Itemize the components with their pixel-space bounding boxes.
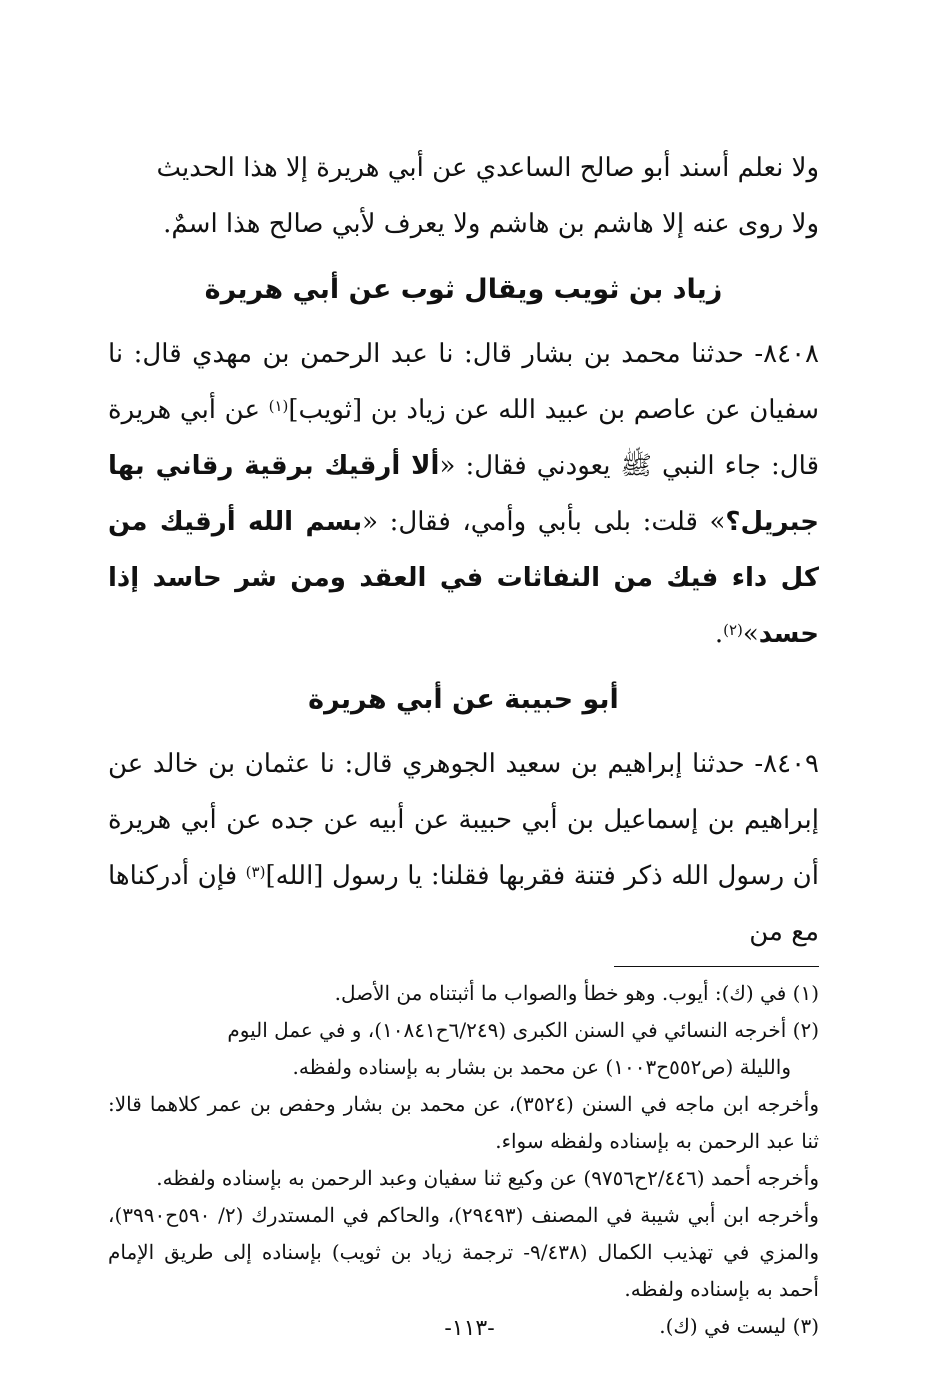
hadith-8408-text-b: عن أبي هريرة قال: جاء النبي ﷺ يعودني فقال: « xyxy=(108,395,820,481)
hadith-8408-bold-b: بسم الله أرقيك من كل داء فيك من النفاثات في العقد ومن شر حاسد إذا حسد xyxy=(108,507,819,649)
footnote-2-line-1: (٢) أخرجه النسائي في السنن الكبرى (٦/٢٤٩ح١٠٨٤١)، و في عمل اليوم xyxy=(227,1018,819,1042)
hadith-8409-text-b: فإن أدركناها مع من xyxy=(108,861,819,947)
footnote-divider xyxy=(614,966,819,967)
hadith-8408-bold-a: ألا أرقيك برقية رقاني بها جبريل؟ xyxy=(108,451,819,537)
footnote-3: (٣) ليست في (ك). xyxy=(659,1314,819,1338)
intro-line-1: ولا نعلم أسند أبو صالح الساعدي عن أبي هريرة إلا هذا الحديث xyxy=(156,153,819,183)
section-heading-abu-habiba: أبو حبيبة عن أبي هريرة xyxy=(308,684,619,715)
footnote-2-paragraph-3: وأخرجه أحمد (٢/٤٤٦ح٩٧٥٦) عن وكيع ثنا سفيان وعبد الرحمن به بإسناده ولفظه. xyxy=(156,1166,819,1190)
hadith-8408-text-a: ٨٤٠٨- حدثنا محمد بن بشار قال: نا عبد الرحمن بن مهدي قال: نا سفيان عن عاصم بن عبيد الله عن زياد بن [ثويب] xyxy=(108,339,819,425)
hadith-8408 xyxy=(108,326,819,662)
footnote-ref-3[interactable]: (٣) xyxy=(245,863,266,881)
footnote-ref-1[interactable]: (١) xyxy=(268,397,289,415)
intro-line-2: ولا روى عنه إلا هاشم بن هاشم ولا يعرف لأبي صالح هذا اسمٌ. xyxy=(163,209,819,239)
hadith-8408-text-e: . xyxy=(714,619,724,649)
footnote-1: (١) في (ك): أيوب. وهو خطأ والصواب ما أثبتناه من الأصل. xyxy=(334,981,819,1005)
section-heading-ziyad: زياد بن ثويب ويقال ثوب عن أبي هريرة xyxy=(204,274,723,305)
page-number: -١١٣- xyxy=(444,1316,495,1341)
footnote-2 xyxy=(108,1012,819,1086)
hadith-8409-text-a: ٨٤٠٩- حدثنا إبراهيم بن سعيد الجوهري قال: نا عثمان بن خالد عن إبراهيم بن إسماعيل بن أبي حبيبة عن أبيه عن جده عن أبي هريرة أن رسول الله ذكر فتنة فقربها فقلنا: يا رسول [الله] xyxy=(108,749,819,891)
hadith-8408-text-c: » قلت: بلى بأبي وأمي، فقال: « xyxy=(362,507,726,537)
hadith-8409 xyxy=(108,736,819,960)
footnote-2-paragraph-4: وأخرجه ابن أبي شيبة في المصنف (٢٩٤٩٣)، والحاكم في المستدرك (٢/ ٥٩٠ح٣٩٩٠)، والمزي في تهذيب الكمال (٩/٤٣٨- ترجمة زياد بن ثويب) بإسناده إلى طريق الإمام أحمد به بإسناده ولفظه. xyxy=(108,1203,819,1301)
footnotes xyxy=(108,975,819,1345)
hadith-8408-text-d: » xyxy=(742,619,759,649)
footnote-ref-2[interactable]: (٢) xyxy=(723,621,743,639)
footnote-2-paragraph-2: وأخرجه ابن ماجه في السنن (٣٥٢٤)، عن محمد بن بشار وحفص بن عمر كلاهما قالا: ثنا عبد الرحمن به بإسناده ولفظه سواء. xyxy=(108,1092,820,1153)
intro-paragraph xyxy=(108,140,819,252)
footnote-2-line-2: والليلة (ص٥٥٢ح١٠٠٣) عن محمد بن بشار به بإسناده ولفظه. xyxy=(292,1055,791,1079)
